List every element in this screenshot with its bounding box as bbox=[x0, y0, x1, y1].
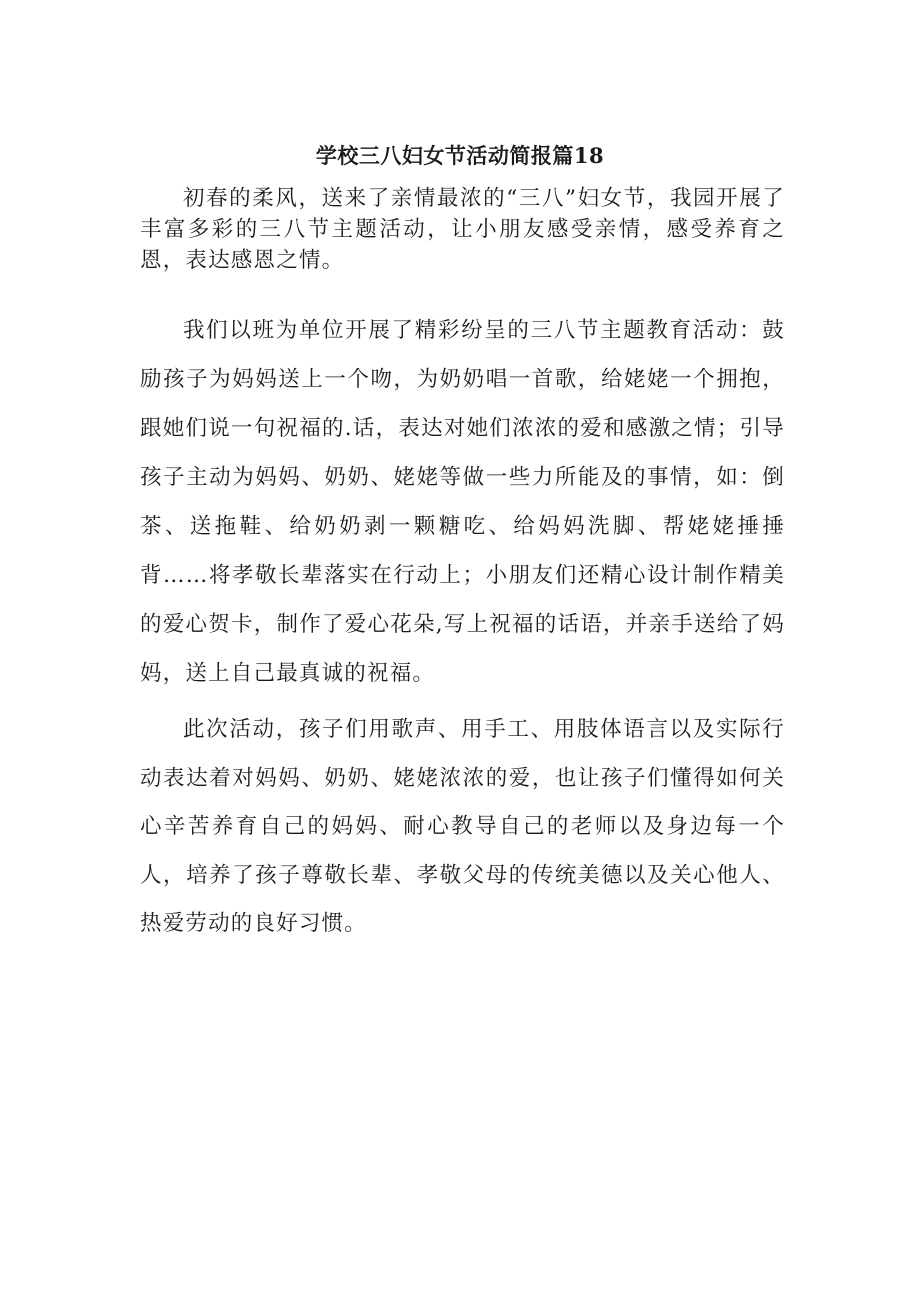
paragraph-summary: 此次活动，孩子们用歌声、用手工、用肢体语言以及实际行动表达着对妈妈、奶奶、姥姥浓浓的爱，也让孩子们懂得如何关心辛苦养育自己的妈妈、耐心教导自己的老师以及身边每一个人，培养了孩子尊敬长辈、孝敬父母的传统美德以及关心他人、热爱劳动的良好习惯。 bbox=[140, 717, 785, 936]
paragraph-activities: 我们以班为单位开展了精彩纷呈的三八节主题教育活动：鼓励孩子为妈妈送上一个吻，为奶奶唱一首歌，给姥姥一个拥抱，跟她们说一句祝福的.话，表达对她们浓浓的爱和感激之情；引导孩子主动为妈妈、奶奶、姥姥等做一些力所能及的事情，如：倒茶、送拖鞋、给奶奶剥一颗糖吃、给妈妈洗脚、帮姥姥捶捶背……将孝敬长辈落实在行动上；小朋友们还精心设计制作精美的爱心贺卡，制作了爱心花朵,写上祝福的话语，并亲手送给了妈妈，送上自己最真诚的祝福。 bbox=[140, 318, 785, 686]
paragraph-intro: 初春的柔风，送来了亲情最浓的“三八”妇女节，我园开展了丰富多彩的三八节主题活动，让小朋友感受亲情，感受养育之恩，表达感恩之情。 bbox=[140, 186, 785, 273]
document-title: 学校三八妇女节活动简报篇18 bbox=[315, 143, 605, 168]
